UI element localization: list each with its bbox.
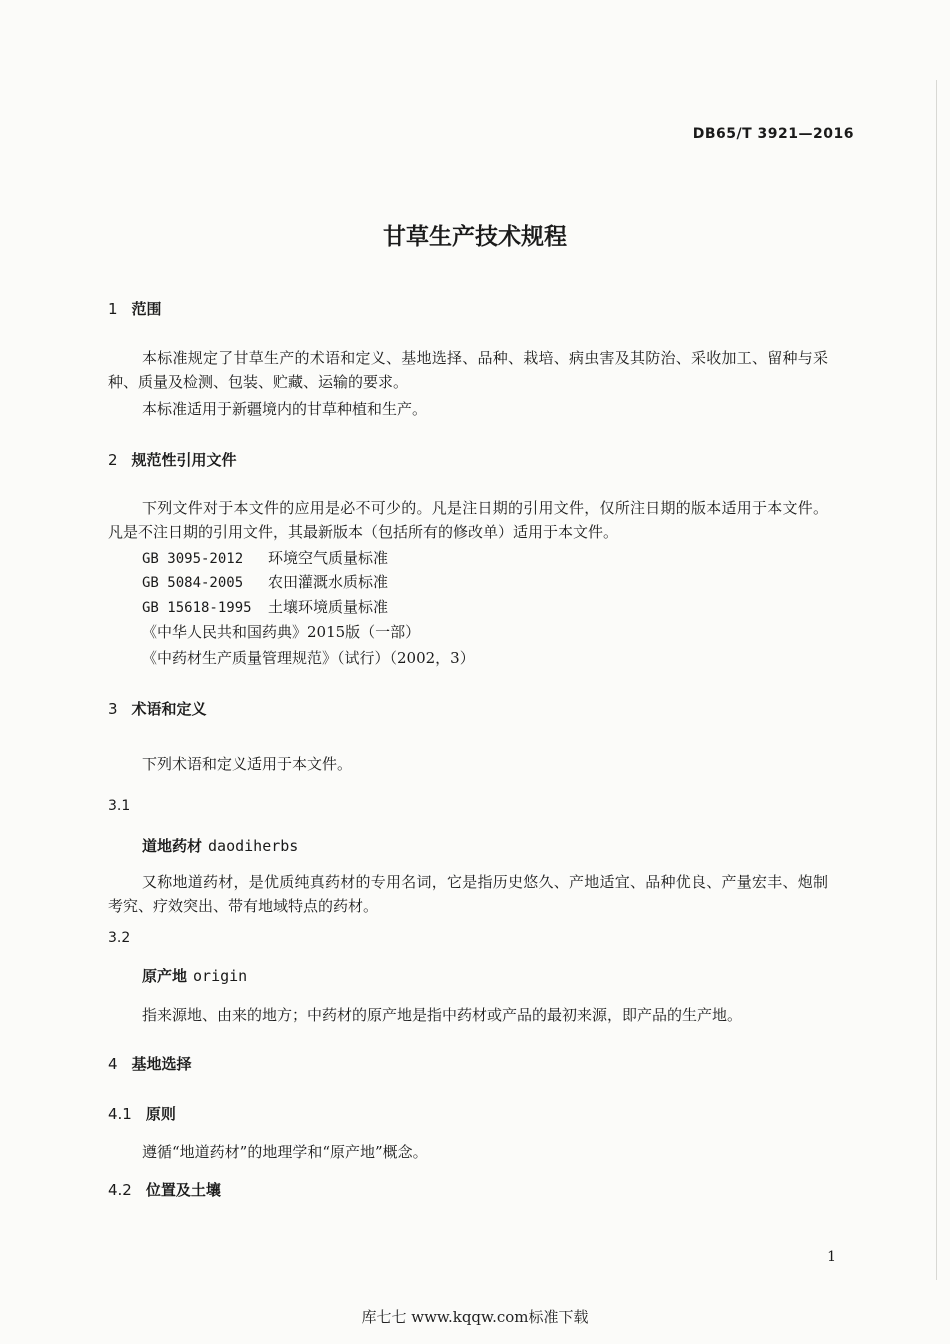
term-number: 3.2 [108,930,131,946]
scan-edge [936,80,943,1280]
term-definition: 指来源地、由来的地方；中药材的原产地是指中药材或产品的最初来源，即产品的生产地。 [142,1006,743,1024]
references-intro: 下列文件对于本文件的应用是必不可少的。凡是注日期的引用文件，仅所注日期的版本适用于本文件。凡是不注日期的引用文件，其最新版本（包括所有的修改单）适用于本文件。 [108,499,828,541]
subsection-title: 原则 [145,1105,176,1123]
section-3-heading [108,698,207,719]
doc-number: DB65/T 3921—2016 [692,126,854,142]
term-english: daodiherbs [208,837,299,855]
subsection-number: 4.1 [108,1105,132,1123]
terms-intro: 下列术语和定义适用于本文件。 [142,755,353,773]
subsection-title: 位置及土壤 [145,1181,221,1199]
term-heading [142,835,298,856]
reference-code: GB 5084-2005 [142,575,244,591]
scope-paragraph-2: 本标准适用于新疆境内的甘草种植和生产。 [142,400,428,418]
page-title: 甘草生产技术规程 [383,224,567,250]
section-number: 3 [108,700,118,718]
section-1-heading [108,298,162,319]
subsection-4-2-heading [108,1179,221,1200]
reference-name: 环境空气质量标准 [268,549,389,567]
reference-item [142,570,388,595]
section-title: 规范性引用文件 [131,451,237,469]
section-number: 1 [108,300,118,318]
section-title: 基地选择 [131,1055,192,1073]
section-title: 术语和定义 [131,700,207,718]
reference-item [142,595,388,620]
footer-watermark: 库七七 www.kqqw.com标准下载 [361,1308,589,1326]
section-number: 4 [108,1055,118,1073]
term-name: 原产地 [142,967,188,985]
reference-name: 土壤环境质量标准 [268,598,389,616]
term-definition: 又称地道药材，是优质纯真药材的专用名词，它是指历史悠久、产地适宜、品种优良、产量宏丰、炮制考究、疗效突出、带有地域特点的药材。 [108,873,828,915]
scope-paragraph-1: 本标准规定了甘草生产的术语和定义、基地选择、品种、栽培、病虫害及其防治、采收加工、留种与采种、质量及检测、包装、贮藏、运输的要求。 [108,349,828,391]
term-name: 道地药材 [142,837,203,855]
term-heading [142,965,247,986]
reference-book: 《中华人民共和国药典》2015版（一部） [142,623,421,641]
reference-item [142,546,388,571]
section-2-heading [108,449,237,470]
section-title: 范围 [131,300,162,318]
subsection-number: 4.2 [108,1181,132,1199]
principle-text: 遵循“地道药材”的地理学和“原产地”概念。 [142,1143,428,1161]
reference-code: GB 3095-2012 [142,551,244,567]
section-number: 2 [108,451,118,469]
section-4-heading [108,1053,192,1074]
reference-code: GB 15618-1995 [142,600,252,616]
reference-name: 农田灌溉水质标准 [268,573,389,591]
page-number: 1 [827,1249,836,1265]
term-number: 3.1 [108,798,131,814]
reference-book: 《中药材生产质量管理规范》（试行）（2002，3） [142,649,475,667]
subsection-4-1-heading [108,1103,176,1124]
term-english: origin [193,967,248,985]
